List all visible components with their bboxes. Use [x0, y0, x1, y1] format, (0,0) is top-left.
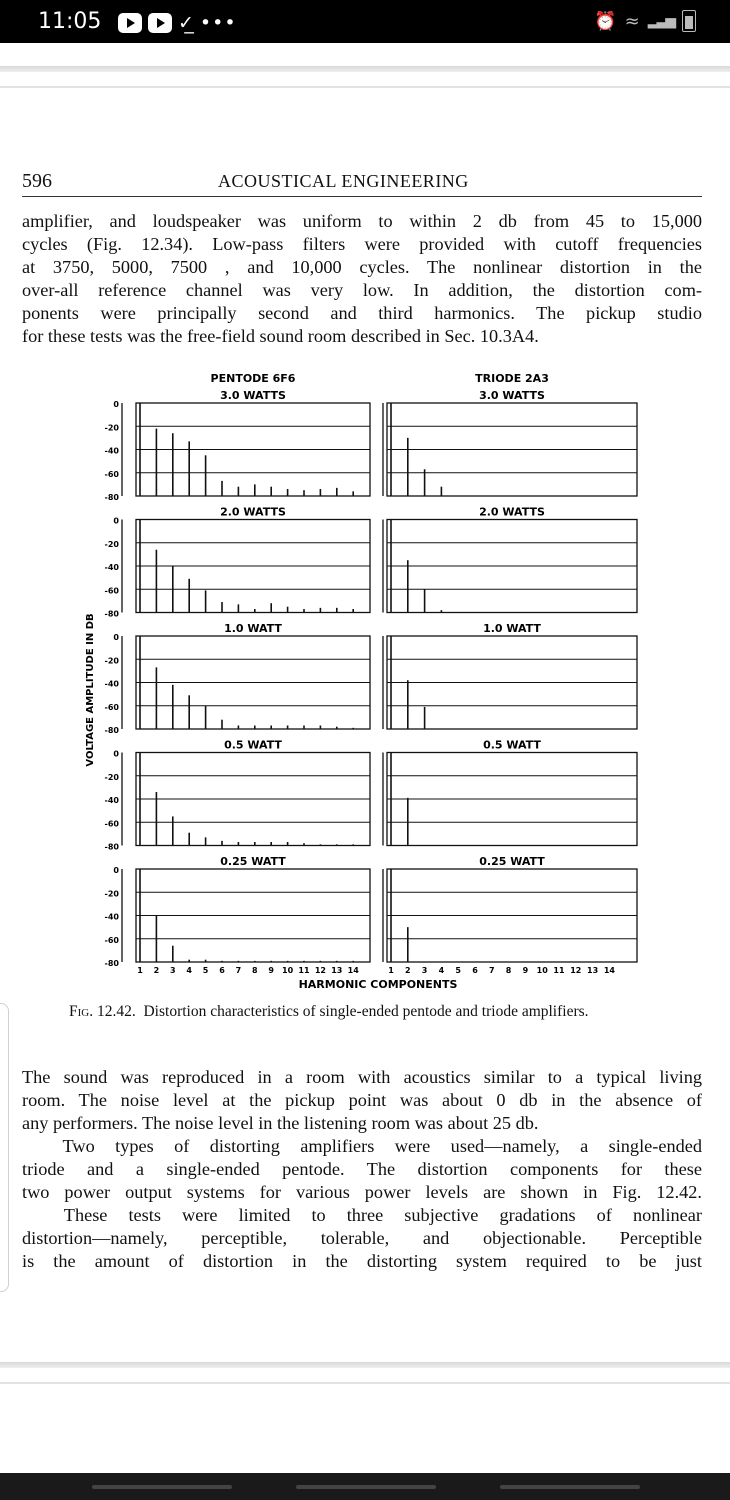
- text-line: amplifier, and loudspeaker was uniform to within 2 db from 45 to 15,000: [22, 211, 702, 231]
- reader-top-bar: [0, 66, 730, 88]
- y-tick-label: -20: [104, 423, 119, 433]
- panel-label: 0.5 WATT: [224, 738, 282, 752]
- paragraph-1: [22, 210, 702, 348]
- panel-label: 2.0 WATTS: [479, 505, 545, 519]
- x-tick-label: 3: [170, 966, 176, 975]
- panel-label: 0.25 WATT: [220, 855, 286, 868]
- nav-recents-button[interactable]: [92, 1485, 232, 1489]
- page-header: [22, 170, 702, 196]
- text-line: distortion—namely, perceptible, tolerable, and objectionable. Perceptible: [22, 1228, 702, 1248]
- text-line: These tests were limited to three subjective gradations of nonlinear: [22, 1205, 702, 1225]
- y-tick-label: -60: [104, 469, 119, 479]
- top-divider: [0, 66, 730, 72]
- panel-label: 2.0 WATTS: [220, 505, 286, 519]
- more-notifications-icon: •••: [199, 12, 237, 34]
- figure-caption: [69, 1002, 669, 1021]
- alarm-icon: ⏰: [594, 10, 617, 32]
- x-tick-label: 7: [235, 966, 242, 975]
- x-tick-label: 7: [489, 966, 495, 975]
- x-axis-label: HARMONIC COMPONENTS: [298, 978, 458, 991]
- header-rule: [22, 196, 702, 197]
- text-line: at 3750, 5000, 7500 , and 10,000 cycles. The nonlinear distortion in the: [22, 257, 702, 277]
- page-number: 596: [22, 170, 52, 192]
- panel-label: 1.0 WATT: [224, 622, 282, 635]
- running-head: ACOUSTICAL ENGINEERING: [218, 171, 469, 191]
- nav-back-button[interactable]: [500, 1485, 640, 1489]
- text-line: ponents were principally second and third harmonics. The pickup studio: [22, 303, 702, 323]
- text-line: two power output systems for various power levels are shown in Fig. 12.42.: [22, 1182, 702, 1202]
- x-tick-label: 10: [536, 966, 548, 975]
- y-tick-label: -60: [104, 702, 119, 712]
- x-tick-label: 8: [505, 966, 512, 975]
- youtube-icon: [118, 13, 142, 33]
- wifi-icon: ≈: [624, 10, 640, 32]
- paragraph-2: [22, 1066, 702, 1273]
- x-tick-label: 11: [553, 966, 565, 975]
- navigation-bar: [0, 1473, 730, 1500]
- text-line: Two types of distorting amplifiers were used—namely, a single-ended: [22, 1136, 702, 1156]
- notification-icons: [118, 12, 237, 34]
- battery-icon: [682, 10, 696, 32]
- column-title-1: TRIODE 2A3: [475, 372, 549, 385]
- y-tick-label: -80: [104, 609, 119, 619]
- y-tick-label: -40: [104, 796, 119, 805]
- distortion-chart: [0, 360, 730, 1000]
- x-tick-label: 14: [603, 966, 615, 975]
- status-bar: [0, 0, 730, 43]
- x-tick-label: 10: [282, 966, 294, 975]
- y-tick-label: -60: [104, 935, 119, 945]
- x-tick-label: 13: [587, 966, 599, 975]
- y-tick-label: -60: [104, 819, 119, 829]
- caption-text: Distortion characteristics of single-ended pentode and triode amplifiers.: [143, 1003, 589, 1020]
- y-tick-label: -80: [104, 842, 119, 852]
- text-line: triode and a single-ended pentode. The distortion components for these: [22, 1159, 702, 1179]
- y-tick-label: 0: [113, 633, 119, 642]
- x-tick-label: 6: [472, 966, 478, 975]
- column-title-0: PENTODE 6F6: [210, 372, 296, 385]
- panel-label: 0.25 WATT: [479, 855, 545, 868]
- x-tick-label: 11: [298, 966, 310, 975]
- x-tick-label: 6: [219, 966, 225, 975]
- download-done-icon: ✓̲: [178, 12, 194, 34]
- y-tick-label: -20: [104, 889, 119, 899]
- y-tick-label: -40: [104, 679, 119, 689]
- y-tick-label: -60: [104, 586, 119, 596]
- x-tick-label: 3: [421, 966, 428, 975]
- x-tick-label: 5: [202, 966, 209, 975]
- side-panel-handle[interactable]: [0, 1003, 9, 1292]
- clock: 11:05: [38, 9, 102, 34]
- panel-label: 0.5 WATT: [483, 738, 541, 752]
- y-tick-label: -80: [104, 959, 119, 968]
- y-tick-label: 0: [113, 400, 119, 409]
- x-tick-label: 5: [455, 966, 461, 975]
- y-tick-label: -40: [104, 563, 119, 572]
- text-line: for these tests was the free-field sound room described in Sec. 10.3A4.: [22, 326, 539, 346]
- panel-label: 3.0 WATTS: [479, 389, 545, 402]
- y-tick-label: -80: [104, 493, 119, 502]
- nav-home-button[interactable]: [296, 1485, 436, 1489]
- text-line: over-all reference channel was very low. In addition, the distortion com-: [22, 280, 702, 300]
- x-tick-label: 1: [388, 966, 394, 975]
- y-tick-label: 0: [113, 516, 119, 526]
- x-tick-label: 13: [331, 966, 343, 975]
- x-tick-label: 4: [438, 966, 445, 975]
- y-tick-label: -20: [104, 772, 119, 782]
- text-line: The sound was reproduced in a room with acoustics similar to a typical living: [22, 1067, 702, 1087]
- x-tick-label: 9: [268, 966, 274, 975]
- text-line: any performers. The noise level in the listening room was about 25 db.: [22, 1113, 539, 1133]
- x-tick-label: 2: [405, 966, 411, 975]
- x-tick-label: 1: [137, 966, 143, 975]
- y-tick-label: 0: [113, 749, 119, 759]
- x-tick-label: 14: [347, 966, 359, 975]
- youtube-icon-2: [148, 13, 172, 33]
- y-axis-label: VOLTAGE AMPLITUDE IN DB: [85, 613, 96, 767]
- y-tick-label: -20: [104, 656, 119, 666]
- text-line: room. The noise level at the pickup point was about 0 db in the absence of: [22, 1090, 702, 1110]
- x-tick-label: 12: [314, 966, 326, 975]
- y-tick-label: -80: [104, 726, 119, 735]
- x-tick-label: 8: [252, 966, 258, 975]
- signal-icon: ▂▃▅: [647, 13, 674, 29]
- x-tick-label: 4: [186, 966, 192, 975]
- x-tick-label: 9: [522, 966, 529, 975]
- y-tick-label: -40: [104, 912, 119, 922]
- panel-label: 3.0 WATTS: [220, 389, 286, 402]
- figure-12-42: [0, 360, 730, 1000]
- y-tick-label: -20: [104, 539, 119, 549]
- caption-label: Fig. 12.42.: [69, 1003, 136, 1020]
- bottom-divider: [0, 1362, 730, 1368]
- text-line: cycles (Fig. 12.34). Low-pass filters were provided with cutoff frequencies: [22, 234, 702, 254]
- y-tick-label: -40: [104, 446, 119, 456]
- x-tick-label: 2: [153, 966, 160, 975]
- x-tick-label: 12: [570, 966, 582, 975]
- bottom-divider-2: [0, 1382, 730, 1384]
- y-tick-label: 0: [113, 866, 119, 875]
- panel-label: 1.0 WATT: [483, 622, 541, 635]
- text-line: is the amount of distortion in the distorting system required to be just: [22, 1251, 702, 1271]
- top-divider-2: [0, 86, 730, 88]
- system-icons: [594, 10, 696, 32]
